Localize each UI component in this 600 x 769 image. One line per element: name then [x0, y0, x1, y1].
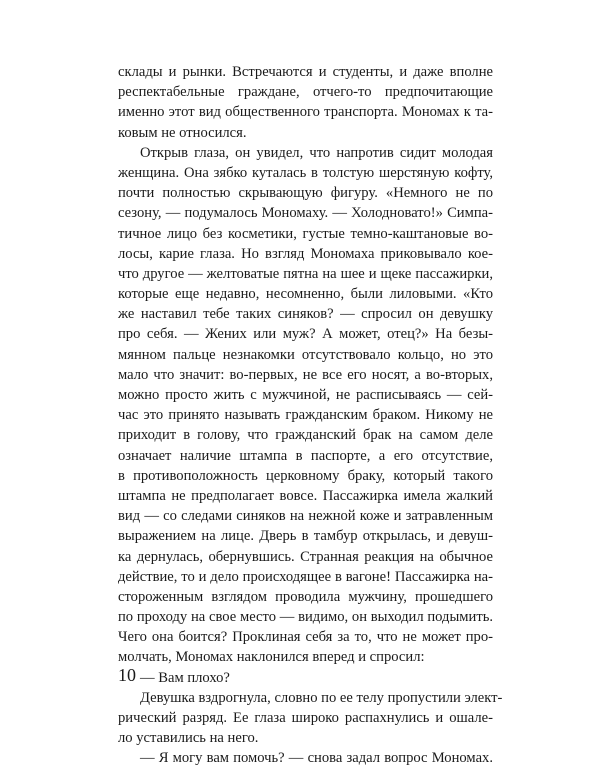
text-line: почти полностью скрывающую фигуру. «Немного не по: [118, 185, 493, 202]
text-line: — Я могу вам помочь? — снова задал вопрос Мономах.: [140, 750, 493, 767]
body-text: [118, 62, 503, 769]
text-line: женщина. Она зябко куталась в толстую шерстяную кофту,: [118, 164, 493, 181]
text-line: склады и рынки. Встречаются и студенты, и даже вполне: [118, 64, 493, 80]
text-line: сезону, — подумалось Мономаху. — Холодновато!» Симпа-: [118, 205, 493, 222]
text-line: означает наличие штампа в паспорте, а его отсутствие,: [118, 447, 493, 464]
text-line: стороженным взглядом проводила мужчину, прошедшего: [118, 588, 493, 605]
text-line: приходит в голову, что гражданский брак на самом деле: [118, 427, 493, 444]
text-line: ло уставились на него.: [118, 730, 259, 747]
page-number: 10: [118, 665, 136, 685]
text-line: именно этот вид общественного транспорта. Мономах к та-: [118, 104, 493, 121]
text-line: что другое — желтоватые пятна на шее и щеке пассажирки,: [118, 265, 493, 282]
text-line: действие, то и дело происходящее в вагоне! Пассажирка на-: [118, 568, 493, 585]
text-line: Девушка вздрогнула, словно по ее телу пропустили элект-: [140, 689, 503, 706]
text-line: штампа не предполагает вовсе. Пассажирка имела жалкий: [118, 487, 493, 504]
text-line: мянном пальце незнакомки отсутствовало кольцо, но это: [118, 346, 493, 363]
text-line: Чего она боится? Проклиная себя за то, что не может про-: [118, 629, 493, 646]
text-line: ка дернулась, обернувшись. Странная реакция на обычное: [118, 548, 493, 565]
text-line: в противоположность церковному браку, который такого: [118, 467, 493, 484]
text-line: респектабельные граждане, отчего-то предпочитающие: [118, 84, 493, 101]
text-line: молчать, Мономах наклонился вперед и спросил:: [118, 649, 425, 666]
text-line: мало что значит: во-первых, не все его носят, а во-вторых,: [118, 366, 493, 383]
text-line: час это принято называть гражданским браком. Никому не: [118, 407, 493, 424]
text-line: тичное лицо без косметики, густые темно-каштановые во-: [118, 225, 493, 242]
text-line: лосы, карие глаза. Но взгляд Мономаха приковывало кое-: [118, 245, 493, 262]
text-line: Открыв глаза, он увидел, что напротив сидит молодая: [140, 144, 493, 161]
text-line: про себя. — Жених или муж? А может, отец?» На безы-: [118, 326, 493, 343]
text-line: выражением на лице. Дверь в тамбур открылась, и девуш-: [118, 528, 493, 545]
text-line: по проходу на свое место — видимо, он выходил подымить.: [118, 609, 493, 626]
text-line: ковым не относился.: [118, 124, 247, 141]
text-line: можно просто жить с мужчиной, не расписываясь — сей-: [118, 387, 493, 403]
text-line: которые еще недавно, несомненно, были лиловыми. «Кто: [118, 286, 493, 303]
text-line: рический разряд. Ее глаза широко распахнулись и ошале-: [118, 710, 493, 726]
text-line: вид — со следами синяков на нежной коже и затравленным: [118, 508, 493, 525]
text-line: — Вам плохо?: [140, 669, 230, 686]
text-line: же наставил тебе таких синяков? — спросил он девушку: [118, 306, 493, 323]
